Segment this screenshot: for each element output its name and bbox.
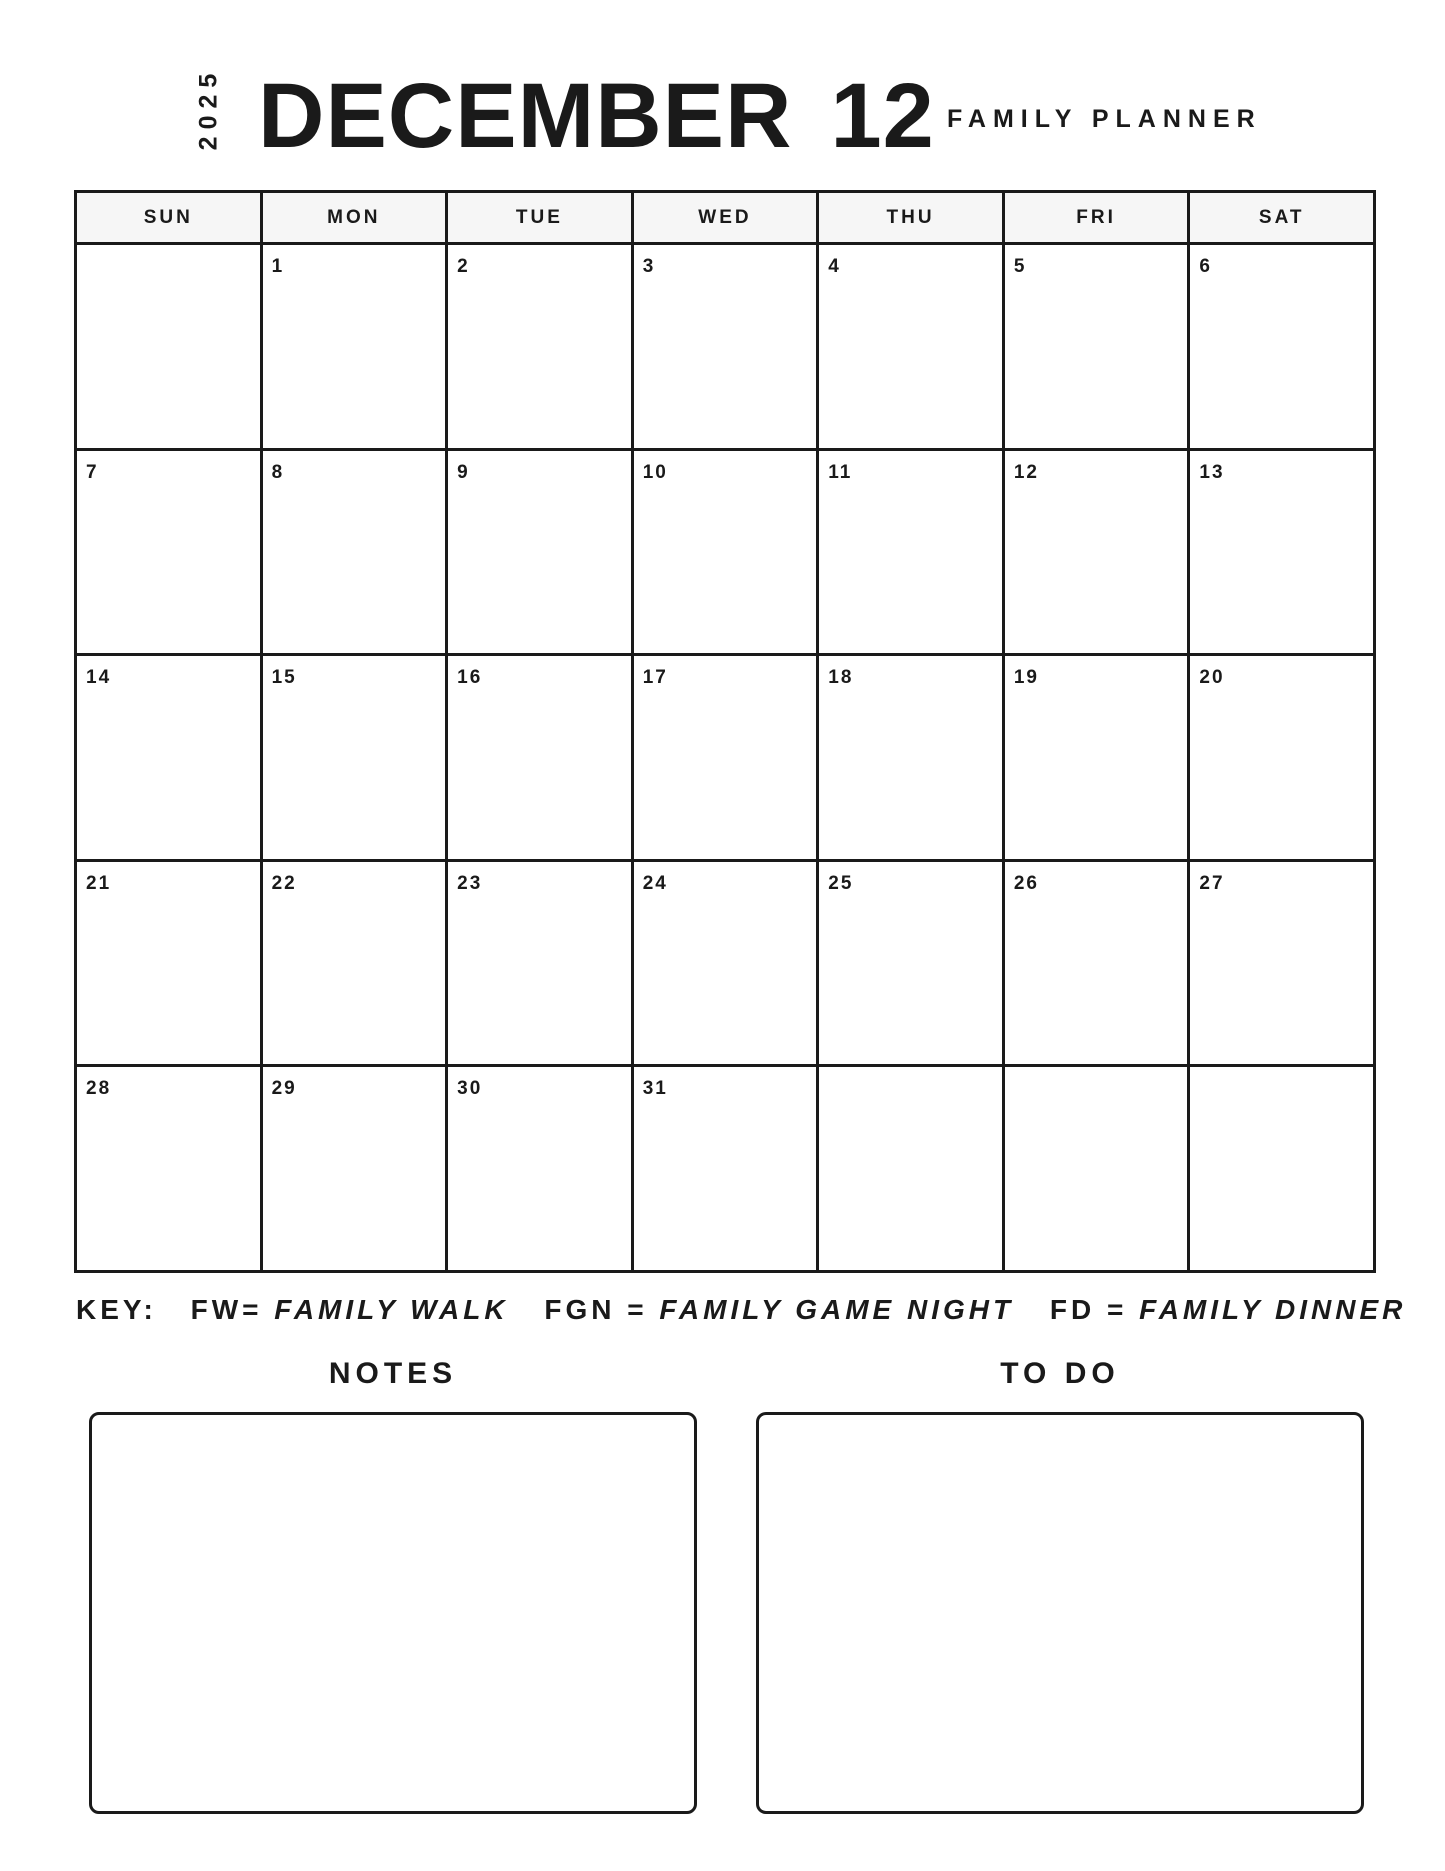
day-cell: 27 — [1189, 860, 1375, 1066]
weekday-header-row — [76, 192, 1375, 244]
key-label: KEY: — [76, 1294, 157, 1325]
legend-key — [76, 1294, 1407, 1326]
weekday-wed: WED — [632, 192, 818, 244]
day-cell: 23 — [447, 860, 633, 1066]
notes-box[interactable] — [89, 1412, 697, 1814]
weekday-sat: SAT — [1189, 192, 1375, 244]
day-cell: 18 — [818, 655, 1004, 861]
week-row-3 — [76, 655, 1375, 861]
planner-subtitle: FAMILY PLANNER — [947, 105, 1262, 133]
day-cell: 12 — [1003, 449, 1189, 655]
day-cell — [818, 1066, 1004, 1272]
todo-heading: TO DO — [1000, 1357, 1120, 1390]
day-cell: 25 — [818, 860, 1004, 1066]
day-cell: 1 — [261, 244, 447, 450]
weekday-fri: FRI — [1003, 192, 1189, 244]
key-code-family-dinner: FD = — [1049, 1294, 1128, 1325]
notes-heading: NOTES — [328, 1357, 458, 1390]
day-cell: 6 — [1189, 244, 1375, 450]
day-cell: 29 — [261, 1066, 447, 1272]
day-cell: 31 — [632, 1066, 818, 1272]
day-cell: 26 — [1003, 860, 1189, 1066]
day-cell: 19 — [1003, 655, 1189, 861]
day-cell: 15 — [261, 655, 447, 861]
day-cell: 4 — [818, 244, 1004, 450]
month-name: DECEMBER — [258, 65, 793, 167]
day-cell: 8 — [261, 449, 447, 655]
day-cell — [76, 244, 262, 450]
week-row-1 — [76, 244, 1375, 450]
day-cell: 11 — [818, 449, 1004, 655]
day-cell: 30 — [447, 1066, 633, 1272]
day-cell: 14 — [76, 655, 262, 861]
day-cell: 20 — [1189, 655, 1375, 861]
year-label — [193, 58, 225, 158]
day-cell: 13 — [1189, 449, 1375, 655]
day-cell: 9 — [447, 449, 633, 655]
day-cell: 21 — [76, 860, 262, 1066]
day-cell: 2 — [447, 244, 633, 450]
key-code-family-walk: FW= — [190, 1294, 263, 1325]
weekday-thu: THU — [818, 192, 1004, 244]
weekday-tue: TUE — [447, 192, 633, 244]
day-cell: 17 — [632, 655, 818, 861]
key-meaning-family-walk: FAMILY WALK — [274, 1294, 509, 1325]
week-row-2 — [76, 449, 1375, 655]
week-row-5 — [76, 1066, 1375, 1272]
week-row-4 — [76, 860, 1375, 1066]
day-cell: 22 — [261, 860, 447, 1066]
day-cell — [1003, 1066, 1189, 1272]
day-cell: 16 — [447, 655, 633, 861]
year-text: 2025 — [194, 66, 223, 150]
day-cell — [1189, 1066, 1375, 1272]
day-cell: 28 — [76, 1066, 262, 1272]
day-cell: 7 — [76, 449, 262, 655]
key-meaning-family-game-night: FAMILY GAME NIGHT — [659, 1294, 1015, 1325]
key-code-family-game-night: FGN = — [544, 1294, 648, 1325]
todo-box[interactable] — [756, 1412, 1364, 1814]
day-cell: 5 — [1003, 244, 1189, 450]
calendar-grid — [74, 190, 1376, 1273]
day-cell: 24 — [632, 860, 818, 1066]
key-meaning-family-dinner: FAMILY DINNER — [1139, 1294, 1407, 1325]
month-number: 12 — [830, 65, 935, 167]
page-title — [258, 65, 935, 167]
day-cell: 10 — [632, 449, 818, 655]
day-cell: 3 — [632, 244, 818, 450]
weekday-mon: MON — [261, 192, 447, 244]
weekday-sun: SUN — [76, 192, 262, 244]
